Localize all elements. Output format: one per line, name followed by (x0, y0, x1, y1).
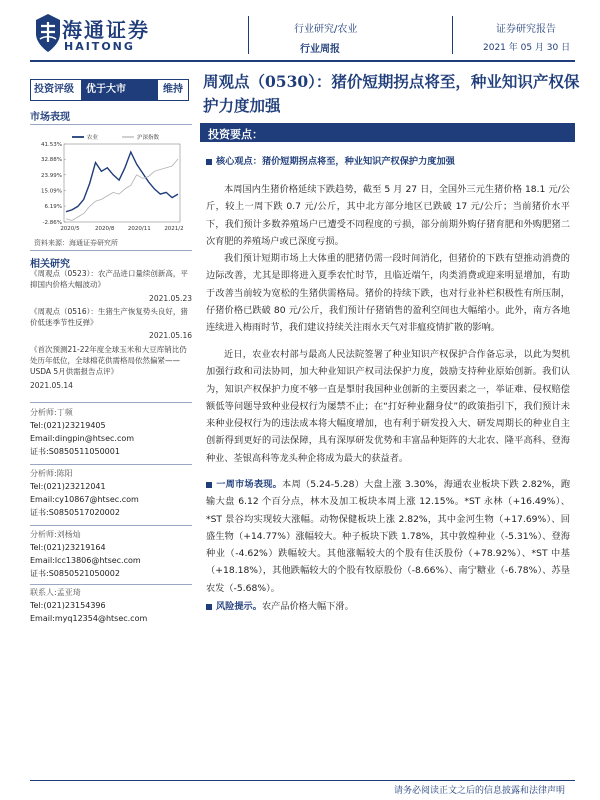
related-item: 《周观点（0523）：农产品进口量续创新高，平抑国内价格大幅波动》 (30, 269, 188, 290)
investment-rating (30, 79, 189, 101)
rating-action: 维持 (163, 84, 183, 95)
paragraph: 近日，农业农村部与最高人民法院签署了种业知识产权保护合作备忘录，以此为契机加强行政和司法协同，加大种业知识产权司法保护力度，鼓励支持种业原始创新。我们认为，知识产权保护力度不够一直是掣肘我国种业创新的主要因素之一，举证难、侵权赔偿额低等问题导致种业侵权行为屡禁不止；在“打好种业翻身仗”的政策指引下，我们预计未来种业侵权行为的违法成本将大幅度增加，也有利于研发投入大、研发周期长的种业自主创新得到更好的司法保障，具有深厚研发优势和丰富品种矩阵的大北农、隆平高科、登海种业、荃银高科等龙头种企将成为最大的获益者。 (206, 349, 570, 464)
weekly-text: 本周（5.24-5.28）大盘上涨 3.30%，海通农业板块下跌 2.82%，跑输大盘 6.12 个百分点，林木及加工板块本周上涨 12.15%。*ST 永林（+16.49%）、*ST 景谷均实现较大涨幅。动物保健板块上涨 2.82%，其中金河生物（+17.69%）、回盛生物（+14.77%）涨幅较大。种子板块下跌 1.78%，其中敦煌种业（-5.31%）、登海种业（-4.62%）跌幅较大。其他涨幅较大的个股有佳沃股份（+78.92%）、*ST 中基（+18.18%），其他跌幅较大的个股有牧原股份（-8.66%）、南宁糖业（-6.78%）、苏垦农发（-5.68%）。 (206, 479, 571, 594)
plot-frame (64, 144, 180, 222)
related-item: 《首次预测21-22年度全球玉米和大豆库销比仍处历年低位，全球棉花供需格局依然偏紧——USDA 5月供需报告点评》 (30, 344, 187, 377)
risk-text: 农产品价格大幅下滑。 (261, 601, 354, 612)
y-tick-label: 23.99% (41, 172, 62, 179)
section-rule (30, 250, 192, 251)
weekly-market (206, 476, 570, 597)
paragraph: 我们预计短期市场上大体重的肥猪仍需一段时间消化，但猪价的下跌有望推动消费的边际改善，尤其是即将进入夏季农忙时节，且临近端午，肉类消费或迎来明显增加，有助于改善当前较为宽松的生猪供需格局。猪价的持续下跌，也对行业补栏积极性有所压制，仔猪价格已跌破 80 元/公斤，我们预计仔猪销售的盈利空间也大幅缩小。此外，南方各地连续进入梅雨时节，我们建议持续关注雨水天气对非瘟疫情扩散的影响。 (206, 253, 570, 334)
paragraph: 本周国内生猪价格延续下跌趋势，截至 5 月 27 日，全国外三元生猪价格 18.1 元/公斤，较上一周下跌 0.7 元/公斤，其中北方部分地区已跌破 17 元/公斤；当前猪价水平下，我们预计多数养殖场户已遭受不同程度的亏损，部分前期外购仔猪育肥和外购肥猪二次育肥的养殖场户或已深度亏损。 (206, 184, 570, 247)
contact-email[interactable]: Email:myq12354@htsec.com (30, 614, 148, 623)
report-type: 行业周报 (300, 44, 340, 55)
footer-rule (30, 780, 575, 781)
contact-tel: Tel:(021)23154396 (30, 601, 106, 610)
bullet-square-icon (206, 482, 212, 488)
y-tick-label: 32.88% (41, 157, 62, 164)
x-tick-label: 2020/5 (60, 226, 80, 232)
y-tick-label: 15.09% (41, 188, 62, 195)
analyst-email[interactable]: Email:cy10867@htsec.com (30, 495, 139, 504)
market-performance-chart (30, 130, 190, 242)
analyst-card (30, 406, 192, 458)
bullet-square-icon (206, 159, 212, 165)
footer-disclaimer: 请务必阅读正文之后的信息披露和法律声明 (394, 786, 566, 796)
analyst-cert: 证书:S0850521050002 (30, 569, 120, 578)
analyst-divider (30, 402, 192, 403)
legend-label: 沪深指数 (137, 135, 160, 141)
related-date: 2021.05.23 (149, 293, 192, 303)
y-tick-label: -2.86% (42, 220, 62, 226)
related-date: 2021.05.16 (149, 331, 192, 341)
market-heading: 市场表现 (30, 112, 70, 123)
weekly-label: 一周市场表现。 (216, 479, 283, 490)
analyst-email[interactable]: Email:dingpin@htsec.com (30, 434, 135, 443)
rating-value: 优于大市 (81, 80, 158, 100)
key-points-label: 投资要点： (208, 128, 263, 141)
contact-card (30, 586, 192, 625)
rating-label: 投资评级 (31, 80, 81, 100)
report-title: 周观点（0530）：猪价短期拐点将至，种业知识产权保护力度加强 (203, 72, 580, 115)
series-line-0 (66, 152, 178, 212)
bullet-square-icon (206, 604, 212, 610)
analyst-name: 分析师:丁频 (30, 408, 73, 417)
risk-label: 风险提示。 (216, 601, 262, 612)
chart-source: 资料来源：海通证券研究所 (34, 239, 118, 247)
analyst-tel: Tel:(021)23219405 (30, 421, 106, 430)
analyst-card (30, 528, 192, 580)
analyst-tel: Tel:(021)23212041 (30, 482, 106, 491)
analyst-email[interactable]: Email:lcc13806@htsec.com (30, 556, 141, 565)
x-tick-label: 2020/8 (94, 226, 115, 232)
report-date: 2021 年 05 月 30 日 (483, 43, 571, 53)
logo-text-cn: 海通证券 (62, 18, 150, 42)
header-rule (30, 60, 575, 62)
related-item: 《周观点（0516）：生猪生产恢复势头良好，猪价低迷季节性反弹》 (30, 306, 188, 328)
report-label: 证券研究报告 (496, 24, 556, 35)
core-view (206, 153, 570, 170)
analyst-cert: 证书:S0850517020002 (30, 508, 120, 517)
analyst-divider (30, 525, 192, 526)
series-line-1 (66, 159, 178, 221)
related-heading: 相关研究 (30, 259, 70, 270)
analyst-card (30, 467, 192, 519)
related-date: 2021.05.14 (30, 380, 73, 390)
analyst-divider (30, 464, 192, 465)
industry-category: 行业研究/农业 (294, 24, 358, 35)
x-tick-label: 2020/11 (127, 226, 151, 232)
header-divider (452, 16, 453, 54)
related-list (30, 268, 192, 393)
y-tick-label: 41.53% (41, 142, 62, 148)
analyst-name: 分析师:陈阳 (30, 469, 73, 478)
analyst-tel: Tel:(021)23219164 (30, 543, 106, 552)
analyst-divider (30, 584, 192, 585)
contact-name: 联系人:孟亚琦 (30, 588, 81, 597)
x-tick-label: 2021/2 (164, 226, 184, 232)
y-tick-label: 6.19% (44, 204, 62, 211)
logo-text-en: HAITONG (64, 40, 135, 53)
legend-label: 农业 (87, 135, 99, 141)
header-divider (248, 16, 249, 54)
analyst-cert: 证书:S0850511050001 (30, 447, 120, 456)
risk-warning (206, 598, 570, 615)
analyst-name: 分析师:刘杨灿 (30, 530, 81, 539)
core-view-text: 猪价短期拐点将至，种业知识产权保护力度加强 (261, 156, 455, 167)
section-rule (30, 124, 192, 125)
core-view-label: 核心观点： (216, 156, 262, 167)
